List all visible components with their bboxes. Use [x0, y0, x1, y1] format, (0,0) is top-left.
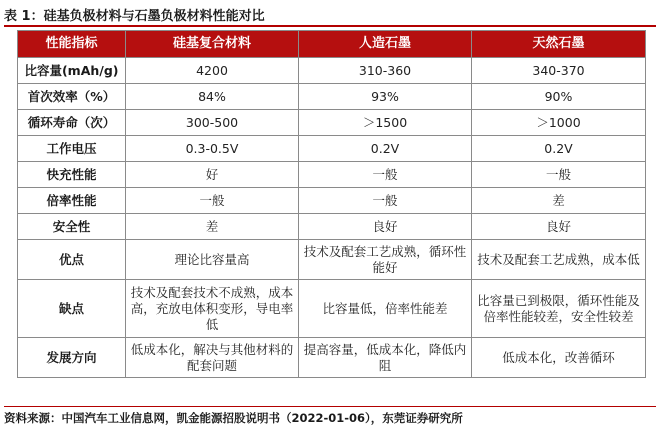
table-cell: 差	[126, 214, 299, 240]
table-cell: 低成本化，解决与其他材料的配套问题	[126, 338, 299, 378]
row-label: 发展方向	[18, 338, 126, 378]
comparison-table	[17, 30, 646, 378]
table-row	[18, 280, 646, 338]
row-label: 首次效率（%）	[18, 84, 126, 110]
source-note: 资料来源：中国汽车工业信息网，凯金能源招股说明书（2022-01-06），东莞证券研究所	[4, 411, 463, 425]
table-cell: 310-360	[299, 58, 472, 84]
table-cell: 300-500	[126, 110, 299, 136]
table-cell: 提高容量，低成本化，降低内阻	[299, 338, 472, 378]
row-label: 缺点	[18, 280, 126, 338]
table-cell: 差	[472, 188, 646, 214]
table-cell: 技术及配套工艺成熟，循环性能好	[299, 240, 472, 280]
table-cell: 良好	[472, 214, 646, 240]
table-caption: 表 1：硅基负极材料与石墨负极材料性能对比	[4, 9, 265, 24]
table-cell: 0.2V	[472, 136, 646, 162]
table-row	[18, 110, 646, 136]
table-row	[18, 84, 646, 110]
row-label: 快充性能	[18, 162, 126, 188]
row-label: 优点	[18, 240, 126, 280]
table-cell: 一般	[299, 162, 472, 188]
table-cell: 0.3-0.5V	[126, 136, 299, 162]
column-header-silicon: 硅基复合材料	[126, 31, 299, 58]
table-cell: 技术及配套工艺成熟，成本低	[472, 240, 646, 280]
header-row	[18, 31, 646, 58]
column-header-artificial-graphite: 人造石墨	[299, 31, 472, 58]
row-label: 循环寿命（次）	[18, 110, 126, 136]
column-header-natural-graphite: 天然石墨	[472, 31, 646, 58]
table-cell: 比容量低，倍率性能差	[299, 280, 472, 338]
table-cell: 一般	[472, 162, 646, 188]
column-header-metric: 性能指标	[18, 31, 126, 58]
table-row	[18, 214, 646, 240]
table-cell: 340-370	[472, 58, 646, 84]
table-cell: 理论比容量高	[126, 240, 299, 280]
table-cell: ＞1000	[472, 110, 646, 136]
caption-divider	[4, 25, 656, 27]
row-label: 比容量(mAh/g)	[18, 58, 126, 84]
table-cell: 一般	[299, 188, 472, 214]
table-row	[18, 338, 646, 378]
table-row	[18, 162, 646, 188]
row-label: 安全性	[18, 214, 126, 240]
table-cell: 技术及配套技术不成熟，成本高，充放电体积变形，导电率低	[126, 280, 299, 338]
table-cell: 比容量已到极限，循环性能及倍率性能较差，安全性较差	[472, 280, 646, 338]
table-cell: 一般	[126, 188, 299, 214]
row-label: 工作电压	[18, 136, 126, 162]
table-cell: 好	[126, 162, 299, 188]
table-cell: 4200	[126, 58, 299, 84]
table-cell: 低成本化，改善循环	[472, 338, 646, 378]
table-row	[18, 188, 646, 214]
table-row	[18, 58, 646, 84]
table-cell: 93%	[299, 84, 472, 110]
table-cell: 90%	[472, 84, 646, 110]
source-divider	[4, 406, 656, 407]
row-label: 倍率性能	[18, 188, 126, 214]
table-cell: 84%	[126, 84, 299, 110]
table-row	[18, 240, 646, 280]
table-cell: ＞1500	[299, 110, 472, 136]
table-cell: 良好	[299, 214, 472, 240]
table-row	[18, 136, 646, 162]
table-cell: 0.2V	[299, 136, 472, 162]
